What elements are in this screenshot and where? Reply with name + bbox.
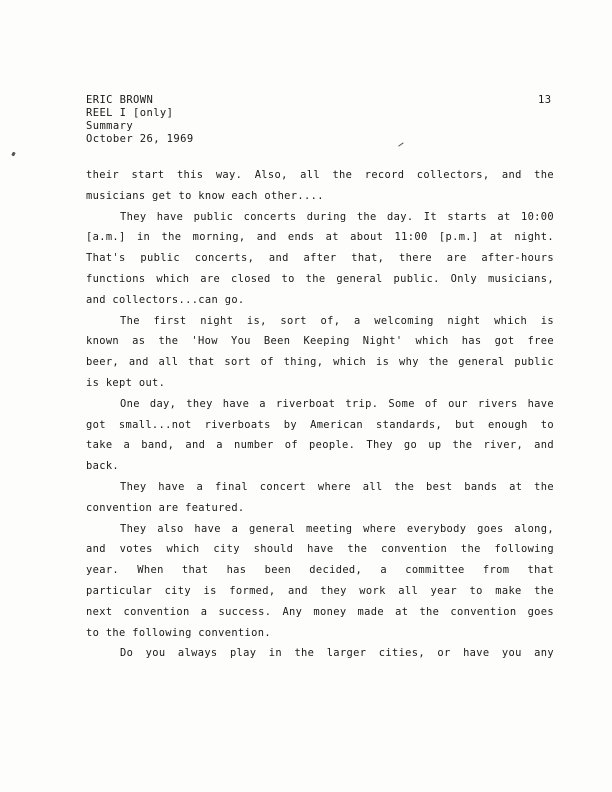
text-line: particular city is formed, and they work all year to make the — [86, 584, 554, 597]
text-line: That's public concerts, and after that, there are after-hours — [86, 252, 554, 265]
text-line: The first night is, sort of, a welcoming night which is — [120, 314, 554, 327]
text-line: They have public concerts during the day. It starts at 10:00 — [120, 210, 554, 223]
text-line: and votes which city should have the convention the following — [86, 543, 554, 556]
text-line: They also have a general meeting where everybody goes along, — [120, 522, 554, 535]
text-line: is kept out. — [86, 376, 166, 389]
text-line: beer, and all that sort of thing, which is why the general public — [86, 356, 554, 369]
text-line: They have a final concert where all the best bands at the — [120, 480, 554, 493]
text-line: got small...not riverboats by American standards, but enough to — [86, 418, 554, 431]
interview-date: October 26, 1969 — [86, 133, 194, 145]
text-line: Do you always play in the larger cities, or have you any — [120, 647, 554, 660]
text-line: musicians get to know each other.... — [86, 189, 324, 202]
text-line: their start this way. Also, all the record collectors, and the — [86, 169, 554, 181]
text-line: year. When that has been decided, a committee from that — [86, 564, 554, 577]
text-line: take a band, and a number of people. They go up the river, and — [86, 439, 554, 452]
text-line: back. — [86, 460, 120, 473]
text-line: next convention a success. Any money made at the convention goes — [86, 605, 554, 618]
text-line: and collectors...can go. — [86, 293, 245, 306]
page-number: 13 — [538, 94, 552, 106]
interviewee-name: ERIC BROWN — [86, 94, 154, 106]
text-line: convention are featured. — [86, 501, 245, 514]
document-header — [86, 94, 194, 146]
text-line: to the following convention. — [86, 626, 271, 639]
transcript-body — [86, 165, 554, 664]
text-line: [a.m.] in the morning, and ends at about 11:00 [p.m.] at night. — [86, 231, 554, 244]
stray-mark — [11, 152, 16, 157]
text-line: known as the 'How You Been Keeping Night' which has got free — [86, 335, 554, 348]
document-type: Summary — [86, 120, 134, 132]
reel-info: REEL I [only] — [86, 107, 174, 119]
text-line: functions which are closed to the general public. Only musicians, — [86, 272, 554, 285]
text-line: One day, they have a riverboat trip. Some of our rivers have — [120, 397, 554, 410]
stray-tick-mark — [398, 142, 404, 147]
